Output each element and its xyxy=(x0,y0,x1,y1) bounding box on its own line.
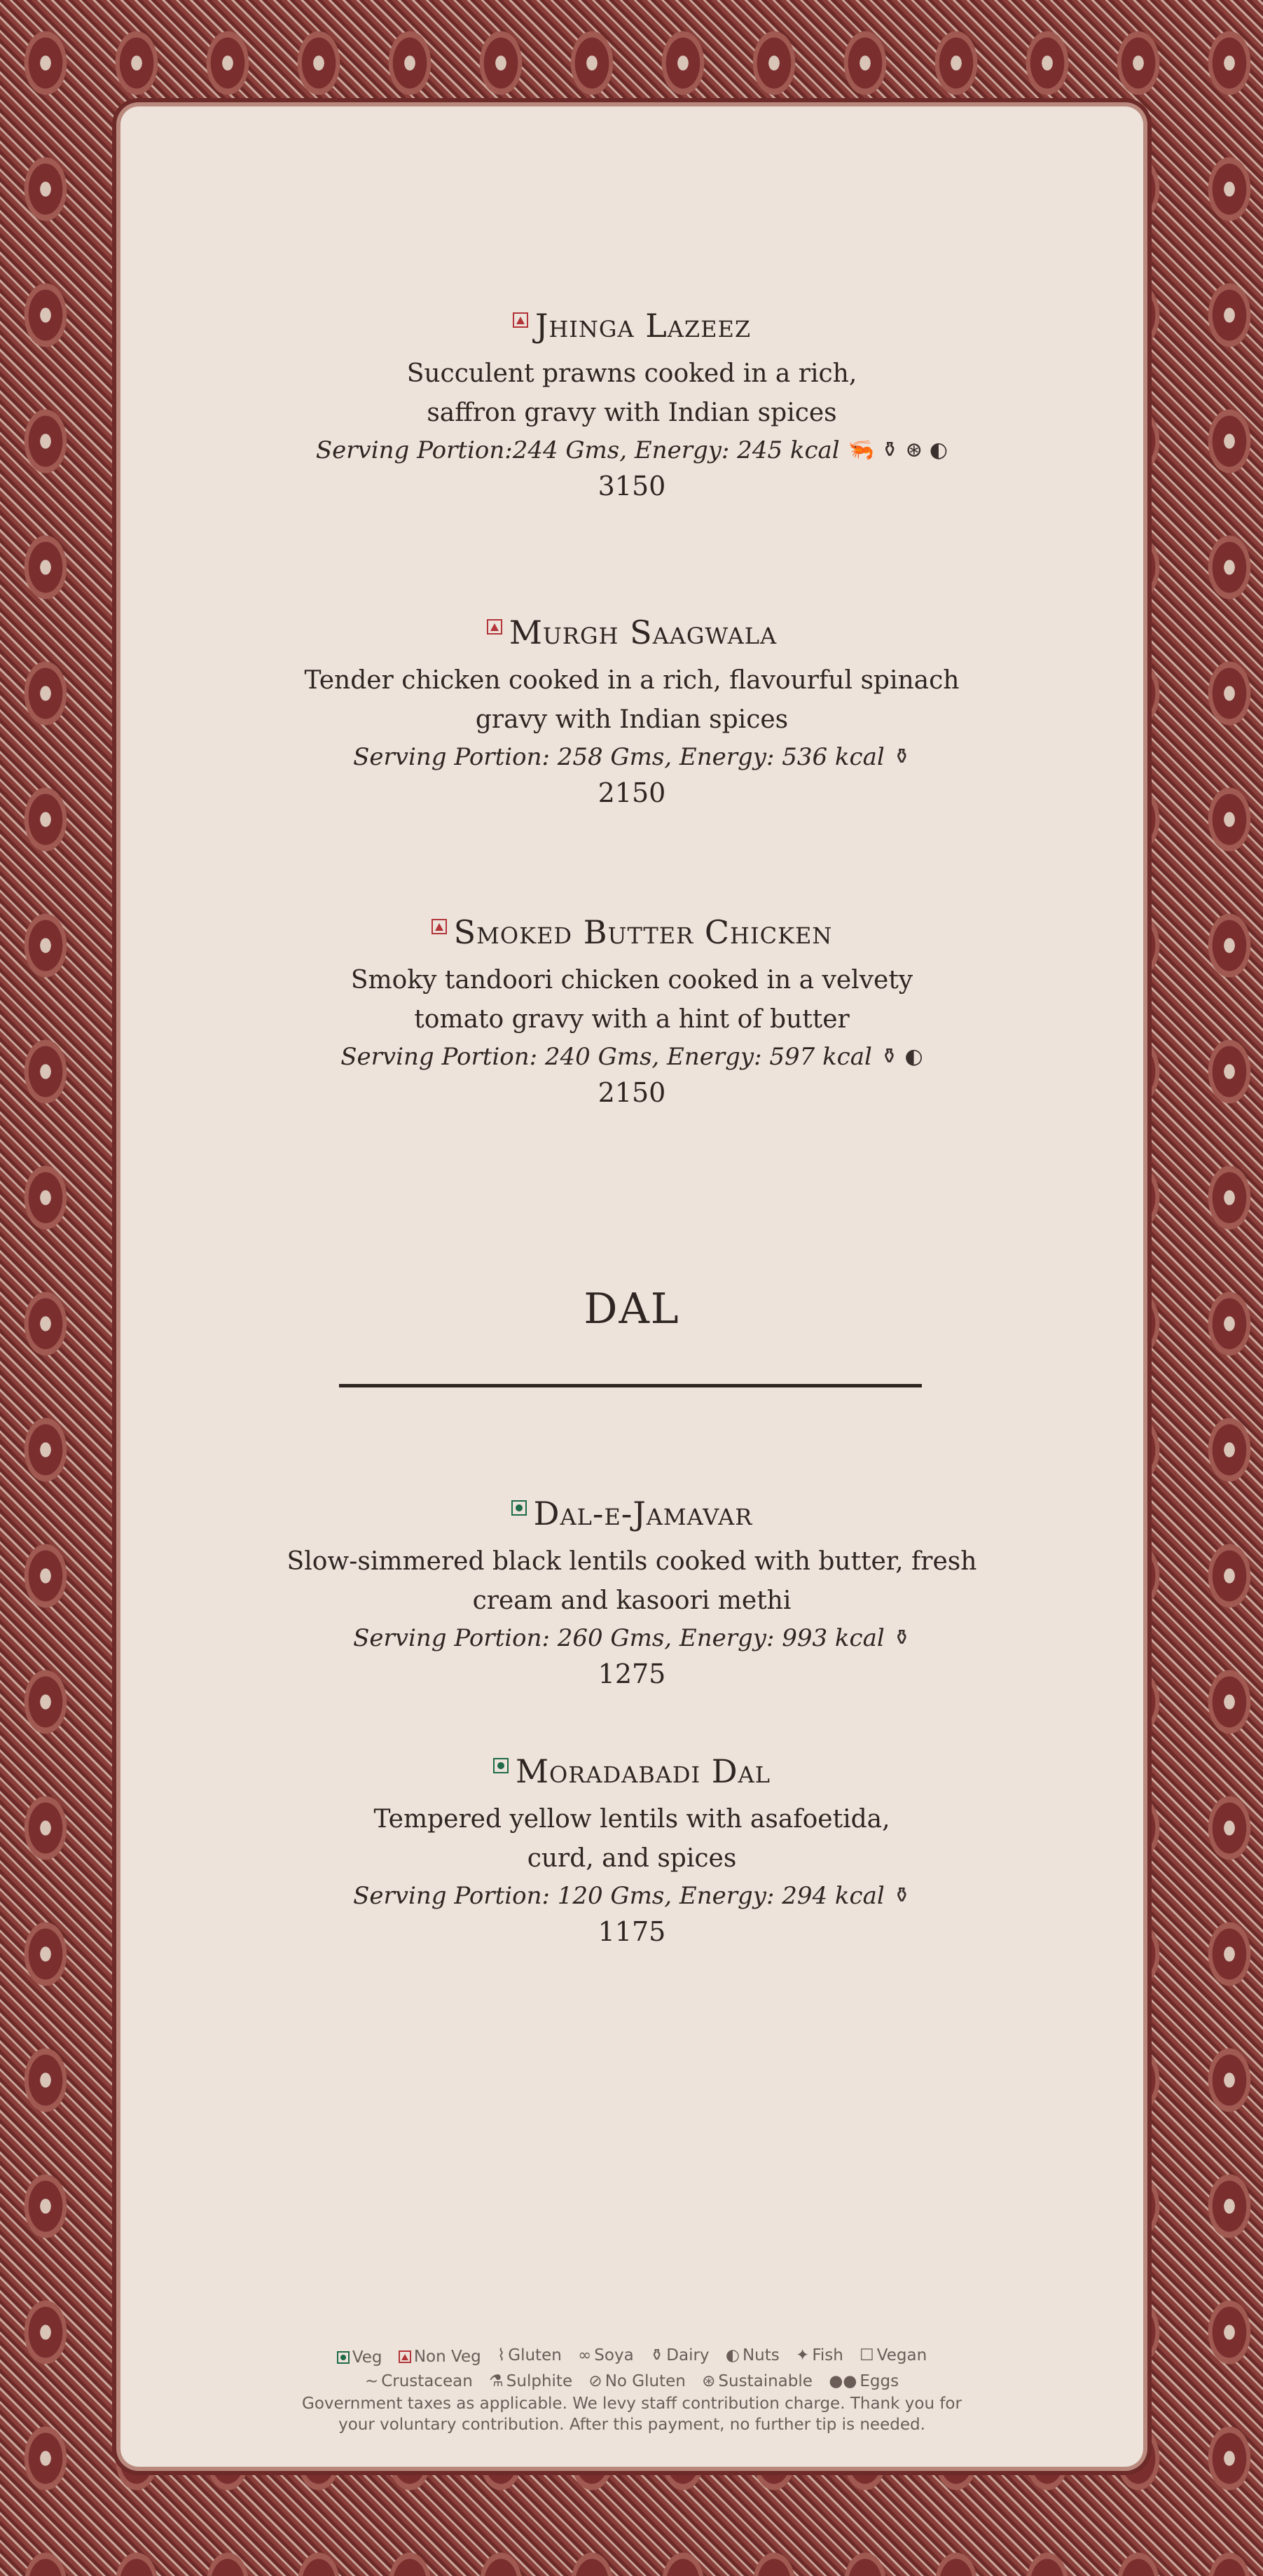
legend-key xyxy=(650,2343,710,2367)
description-line: Succulent prawns cooked in a rich, xyxy=(406,359,857,388)
legend-key xyxy=(489,2369,572,2393)
allergen-icons: 🦐 ⚱ ⊛ ◐ xyxy=(848,438,948,462)
legend-label: Dairy xyxy=(666,2346,710,2364)
legend-label: Soya xyxy=(594,2346,634,2364)
item-price: 3150 xyxy=(598,471,666,501)
legend-label: Eggs xyxy=(860,2372,899,2390)
non-veg-icon xyxy=(432,919,447,934)
legend-label: Vegan xyxy=(876,2346,927,2364)
menu-item xyxy=(120,1752,1143,1950)
soya-icon: ∞ xyxy=(578,2346,592,2364)
veg-icon xyxy=(337,2351,350,2364)
veg-icon xyxy=(493,1758,509,1773)
nuts-icon: ◐ xyxy=(725,2346,740,2364)
legend-key xyxy=(702,2369,813,2393)
dairy-icon: ⚱ xyxy=(650,2346,664,2364)
serving-text: Serving Portion: 260 Gms, Energy: 993 kcal xyxy=(353,1624,885,1652)
non-veg-icon xyxy=(399,2350,411,2363)
item-name: Murgh Saagwala xyxy=(509,614,778,651)
item-title xyxy=(511,1495,753,1532)
item-price: 2150 xyxy=(598,1077,666,1108)
serving-text: Serving Portion:244 Gms, Energy: 245 kcal xyxy=(315,436,840,464)
legend-label: Gluten xyxy=(508,2346,562,2364)
legend-key xyxy=(829,2369,899,2393)
menu-item xyxy=(120,614,1143,811)
item-title xyxy=(493,1752,771,1790)
serving-info xyxy=(316,433,948,468)
legend-label: Sustainable xyxy=(718,2372,813,2390)
legend-label: No Gluten xyxy=(605,2372,686,2390)
description-line: gravy with Indian spices xyxy=(475,705,789,734)
non-veg-icon xyxy=(487,619,502,635)
legend-key xyxy=(796,2343,843,2367)
legend-row xyxy=(120,2343,1143,2369)
item-description xyxy=(120,354,1143,433)
item-title xyxy=(432,913,833,951)
menu-item xyxy=(120,1495,1143,1692)
allergen-icons: ⚱ xyxy=(892,1626,911,1650)
item-description xyxy=(120,1542,1143,1621)
fish-icon: ✦ xyxy=(796,2346,810,2364)
item-name: Smoked Butter Chicken xyxy=(453,913,833,951)
legend-label: Fish xyxy=(812,2346,843,2364)
legend-key xyxy=(588,2369,685,2393)
legend-label: Sulphite xyxy=(506,2372,573,2390)
legend-key xyxy=(497,2343,562,2367)
legend-key xyxy=(726,2343,780,2367)
description-line: Tempered yellow lentils with asafoetida, xyxy=(373,1805,890,1834)
item-price: 1275 xyxy=(598,1659,666,1689)
allergen-icons: ⚱ xyxy=(892,1883,911,1908)
veg-icon xyxy=(511,1500,527,1516)
allergen-icons: ⚱ ◐ xyxy=(880,1044,923,1069)
description-line: tomato gravy with a hint of butter xyxy=(414,1005,850,1034)
legend-label: Non Veg xyxy=(413,2348,481,2366)
sulphite-icon: ⚗ xyxy=(489,2372,504,2390)
serving-info xyxy=(353,740,911,775)
legend-key xyxy=(365,2369,473,2393)
menu-item xyxy=(120,307,1143,504)
eggs-icon: ●● xyxy=(829,2372,857,2390)
serving-text: Serving Portion: 240 Gms, Energy: 597 kcal xyxy=(340,1043,872,1071)
description-line: curd, and spices xyxy=(527,1844,737,1873)
description-line: cream and kasoori methi xyxy=(472,1586,792,1615)
legend-key xyxy=(860,2343,927,2367)
item-title xyxy=(487,614,777,651)
description-line: Tender chicken cooked in a rich, flavourful spinach xyxy=(304,666,960,695)
item-name: Dal-e-Jamavar xyxy=(533,1495,753,1532)
menu-item xyxy=(120,913,1143,1111)
vegan-icon: ☐ xyxy=(860,2346,874,2364)
description-line: saffron gravy with Indian spices xyxy=(427,399,837,427)
description-line: Smoky tandoori chicken cooked in a velvety xyxy=(350,966,913,995)
serving-info xyxy=(340,1039,923,1074)
item-name: Jhinga Lazeez xyxy=(534,307,752,345)
section-divider xyxy=(339,1384,922,1387)
no-gluten-icon: ⊘ xyxy=(588,2372,602,2390)
serving-text: Serving Portion: 120 Gms, Energy: 294 kcal xyxy=(353,1882,885,1910)
description-line: Slow-simmered black lentils cooked with butter, fresh xyxy=(287,1547,977,1576)
serving-info xyxy=(353,1878,911,1913)
item-description xyxy=(120,1800,1143,1878)
item-title xyxy=(513,307,751,345)
serving-info xyxy=(353,1621,911,1656)
legend-key xyxy=(578,2343,634,2367)
tax-note: your voluntary contribution. After this payment, no further tip is needed. xyxy=(338,2416,925,2434)
legend-label: Nuts xyxy=(742,2346,780,2364)
legend-label: Crustacean xyxy=(381,2372,473,2390)
item-price: 1175 xyxy=(598,1916,666,1947)
allergen-legend xyxy=(120,2343,1143,2435)
item-description xyxy=(120,961,1143,1039)
section-heading: DAL xyxy=(584,1284,680,1334)
gluten-icon: ⌇ xyxy=(497,2346,506,2364)
item-price: 2150 xyxy=(598,777,666,808)
legend-label: Veg xyxy=(352,2348,382,2367)
crustacean-icon: ~ xyxy=(364,2372,379,2390)
item-description xyxy=(120,661,1143,740)
serving-text: Serving Portion: 258 Gms, Energy: 536 kcal xyxy=(353,743,885,771)
non-veg-icon xyxy=(513,312,528,328)
tax-note: Government taxes as applicable. We levy staff contribution charge. Thank you for xyxy=(302,2395,962,2413)
sustainable-icon: ⊛ xyxy=(702,2372,716,2390)
item-name: Moradabadi Dal xyxy=(515,1752,771,1790)
allergen-icons: ⚱ xyxy=(892,745,911,769)
legend-key xyxy=(399,2345,481,2369)
legend-row xyxy=(120,2369,1143,2393)
legend-key xyxy=(337,2346,382,2369)
